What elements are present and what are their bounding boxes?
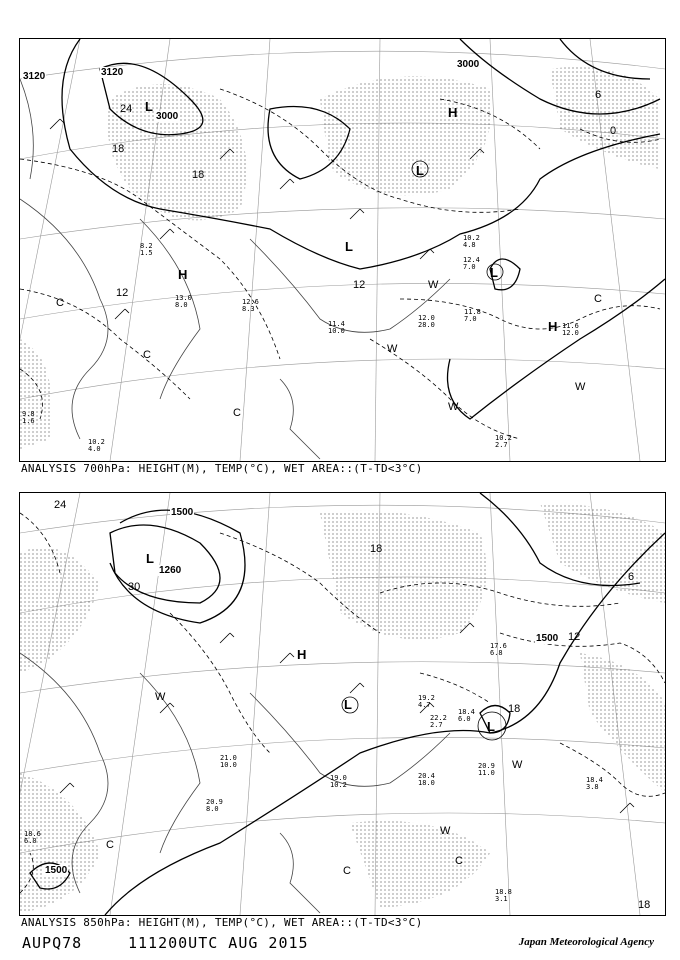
station-plot: 19.0 10.2 — [330, 774, 347, 789]
station-plot: 18.8 3.1 — [495, 888, 512, 903]
isotherm-label: 24 — [54, 499, 67, 511]
cold-marker: C — [143, 349, 151, 361]
height-label: 3120 — [23, 71, 46, 82]
cold-marker: C — [594, 293, 602, 305]
low-pressure-marker: L — [344, 697, 352, 712]
height-label: 1500 — [536, 633, 559, 644]
chart-code: AUPQ78 — [22, 934, 83, 952]
agency-name: Japan Meteorological Agency — [518, 936, 654, 948]
warm-marker: W — [448, 401, 459, 413]
station-plot: 18.4 3.8 — [586, 776, 603, 791]
cold-marker: C — [455, 855, 463, 867]
isotherm-label: 18 — [192, 169, 205, 181]
low-pressure-marker: L — [416, 163, 424, 178]
height-label: 1500 — [45, 865, 68, 876]
isotherm-label: 18 — [508, 703, 521, 715]
height-label: 1260 — [159, 565, 182, 576]
isotherm-label: 30 — [128, 581, 141, 593]
isotherm-label: 18 — [370, 543, 383, 555]
station-plot: 10.2 4.8 — [463, 234, 480, 249]
station-plot: 20.4 18.0 — [418, 772, 435, 787]
station-plot: 9.8 1.6 — [22, 410, 35, 425]
low-pressure-marker: L — [146, 551, 154, 566]
warm-marker: W — [512, 759, 523, 771]
warm-marker: W — [155, 691, 166, 703]
warm-marker: W — [575, 381, 586, 393]
station-plot: 19.2 4.7 — [418, 694, 435, 709]
station-plot: 12.6 8.3 — [242, 298, 259, 313]
panel-caption-700hpa: ANALYSIS 700hPa: HEIGHT(M), TEMP(°C), WET AREA::(T-TD<3°C) — [21, 462, 423, 475]
isotherm-label: 6 — [595, 89, 602, 101]
station-plot: 22.2 2.7 — [430, 714, 447, 729]
station-plot: 18.6 6.0 — [24, 830, 41, 845]
warm-marker: W — [387, 343, 398, 355]
station-plot: 11.4 10.0 — [328, 320, 345, 335]
map-850hpa-canvas — [20, 493, 665, 915]
chart-valid-time: 111200UTC AUG 2015 — [128, 934, 309, 952]
isotherm-label: 6 — [628, 571, 635, 583]
high-pressure-marker: H — [297, 647, 307, 662]
isotherm-label: 18 — [638, 899, 651, 911]
high-pressure-marker: H — [178, 267, 188, 282]
station-plot: 10.2 2.7 — [495, 434, 512, 449]
height-label: 3000 — [156, 111, 179, 122]
station-plot: 8.2 1.5 — [140, 242, 153, 257]
station-plot: 20.9 8.0 — [206, 798, 223, 813]
height-label: 3000 — [457, 59, 480, 70]
high-pressure-marker: H — [448, 105, 458, 120]
map-panel-850hpa — [19, 492, 666, 916]
station-plot: 11.8 7.0 — [464, 308, 481, 323]
high-pressure-marker: H — [548, 319, 558, 334]
cold-marker: C — [343, 865, 351, 877]
low-pressure-marker: L — [490, 265, 498, 280]
station-plot: 18.4 6.0 — [458, 708, 475, 723]
isotherm-label: 24 — [120, 103, 133, 115]
station-plot: 12.0 28.0 — [418, 314, 435, 329]
map-700hpa-canvas — [20, 39, 665, 461]
station-plot: 20.9 11.0 — [478, 762, 495, 777]
station-plot: 10.2 4.0 — [88, 438, 105, 453]
isotherm-label: 18 — [112, 143, 125, 155]
map-panel-700hpa — [19, 38, 666, 462]
panel-caption-850hpa: ANALYSIS 850hPa: HEIGHT(M), TEMP(°C), WET AREA::(T-TD<3°C) — [21, 916, 423, 929]
low-pressure-marker: L — [145, 99, 153, 114]
station-plot: 17.6 6.8 — [490, 642, 507, 657]
warm-marker: W — [440, 825, 451, 837]
isotherm-label: 12 — [116, 287, 129, 299]
wet-areas — [20, 67, 660, 449]
isotherm-label: 12 — [568, 631, 581, 643]
station-plot: 11.6 12.0 — [562, 322, 579, 337]
isotherm-label: 12 — [353, 279, 366, 291]
station-plot: 21.0 10.0 — [220, 754, 237, 769]
warm-marker: W — [428, 279, 439, 291]
height-label: 1500 — [171, 507, 194, 518]
cold-marker: C — [56, 297, 64, 309]
cold-marker: C — [233, 407, 241, 419]
station-plot: 13.0 8.0 — [175, 294, 192, 309]
station-plot: 12.4 7.0 — [463, 256, 480, 271]
low-pressure-marker: L — [345, 239, 353, 254]
isotherm-label: 0 — [610, 125, 617, 137]
low-pressure-marker: L — [487, 719, 495, 734]
cold-marker: C — [106, 839, 114, 851]
height-label: 3120 — [101, 67, 124, 78]
